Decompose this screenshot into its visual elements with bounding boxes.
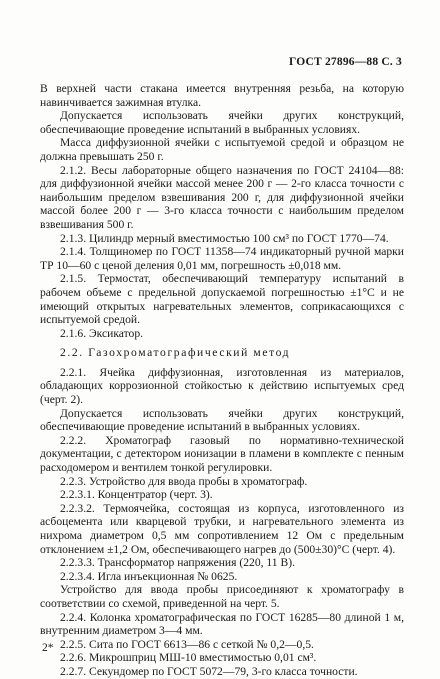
paragraph: 2.2.7. Секундомер по ГОСТ 5072—79, 3-го класса точности. bbox=[60, 664, 358, 678]
paragraph: Масса диффузионной ячейки с испытуемой средой и образцом не должна превышать 250 г. bbox=[40, 136, 404, 163]
paragraph: В верхней части стакана имеется внутренняя резьба, на которую навинчивается зажимная втулка. bbox=[40, 82, 404, 109]
paragraph: 2.2.1. Ячейка диффузионная, изготовленная из материалов, обладающих коррозионной стойкостью к действию испытуемых сред (черт. 2). bbox=[40, 365, 404, 407]
paragraph: Допускается использовать ячейки других конструкций, обеспечивающие проведение испытаний в выбранных условиях. bbox=[40, 109, 404, 136]
paragraph: 2.2.3.3. Трансформатор напряжения (220, 11 В). bbox=[60, 556, 295, 570]
paragraph: 2.1.4. Толщиномер по ГОСТ 11358—74 индикаторный ручной марки ТР 10—60 с ценой деления 0,01 мм, погрешность ±0,018 мм. bbox=[40, 245, 404, 272]
paragraph: 2.2.6. Микрошприц МШ-10 вместимостью 0,01 см³. bbox=[60, 651, 317, 665]
section-heading bbox=[40, 346, 404, 360]
paragraph: 2.2.3. Устройство для ввода пробы в хроматограф. bbox=[60, 474, 308, 488]
section-heading-text: 2.2. Газохроматографический метод bbox=[60, 346, 291, 360]
paragraph: 2.2.3.1. Концентратор (черт. 3). bbox=[60, 488, 213, 502]
paragraph: 2.2.3.4. Игла инъекционная № 0625. bbox=[60, 569, 238, 583]
paragraph: 2.1.5. Термостат, обеспечивающий температуру испытаний в рабочем объеме с предельной допускаемой погрешностью ±1°С и не имеющий открытых нагревательных элементов, соприкасающихся с испытуемой средой. bbox=[40, 272, 404, 327]
page-number: 2* bbox=[42, 642, 54, 654]
paragraph: 2.2.5. Сита по ГОСТ 6613—86 с сеткой № 0,2—0,5. bbox=[60, 637, 314, 651]
document-body bbox=[40, 82, 404, 679]
paragraph: 2.2.2. Хроматограф газовый по нормативно-технической документации, с детектором ионизации в пламени в комплекте с пенным расходомером и вентилем тонкой регулировки. bbox=[40, 433, 404, 475]
paragraph: 2.1.6. Эксикатор. bbox=[60, 326, 144, 340]
paragraph: Допускается использовать ячейки других конструкций, обеспечивающие проведение испытаний в выбранных условиях. bbox=[40, 406, 404, 434]
paragraph: 2.1.2. Весы лабораторные общего назначения по ГОСТ 24104—88: для диффузионной ячейки массой менее 200 г — 2-го класса точности с наибольшим пределом взвешивания 200 г, для диффузионной ячейки массой более 200 г — 3-го класса точности с наибольшим пределом взвешивания 500 г. bbox=[40, 163, 404, 231]
paragraph: Устройство для ввода пробы присоединяют к хроматографу в соответствии со схемой, приведенной на черт. 5. bbox=[40, 583, 404, 610]
paragraph: 2.2.4. Колонка хроматографическая по ГОСТ 16285—80 длиной 1 м, внутренним диаметром 3—4 мм. bbox=[40, 610, 404, 638]
paragraph: 2.1.3. Цилиндр мерный вместимостью 100 см³ по ГОСТ 1770—74. bbox=[60, 231, 389, 245]
paragraph: 2.2.3.2. Термоячейка, состоящая из корпуса, изготовленного из асбоцемента или кварцевой трубки, и нагревательного элемента из нихрома диаметром 0,5 мм сопротивлением 12 Ом с предельным отклонением ±1,2 Ом, обеспечивающего нагрев до (500±30)°С (черт. 4). bbox=[40, 501, 404, 556]
page-header: ГОСТ 27896—88 С. 3 bbox=[289, 56, 402, 68]
